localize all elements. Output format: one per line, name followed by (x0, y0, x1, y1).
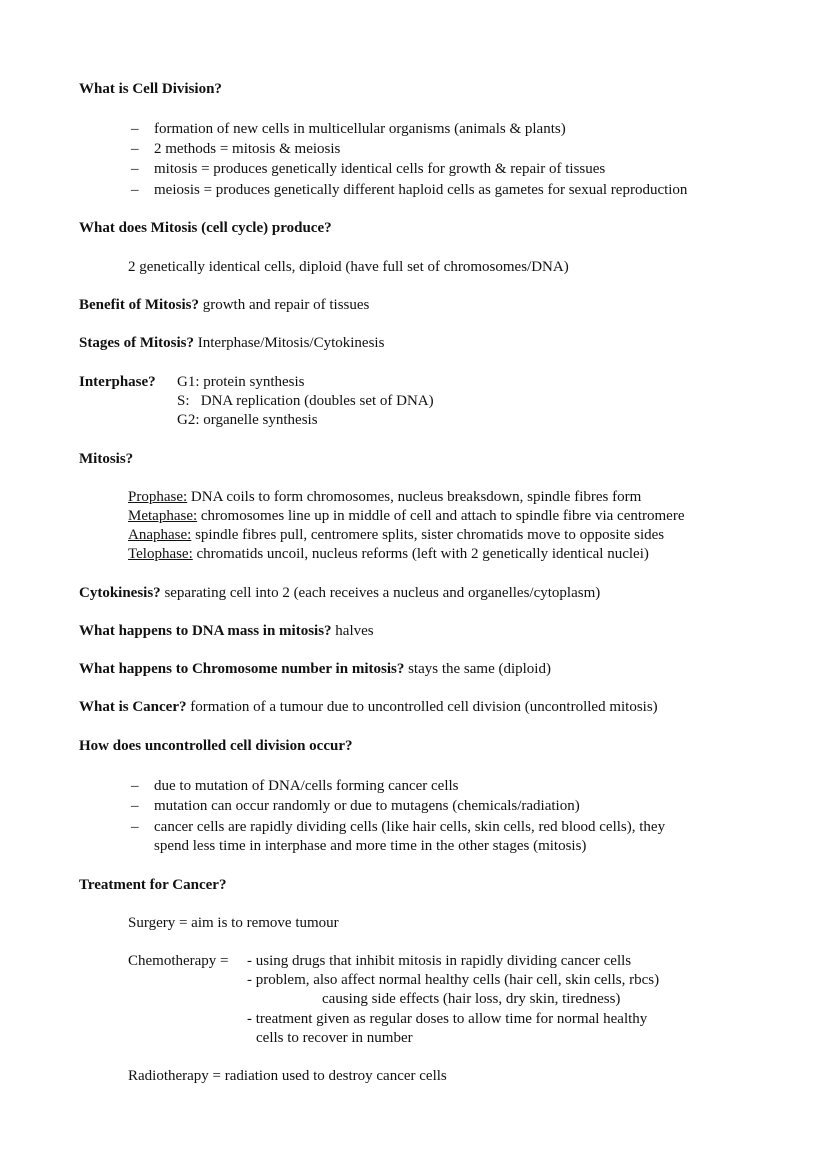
cytokinesis-question: Cytokinesis? (79, 585, 161, 601)
bullet-item: meiosis = produces genetically different haploid cells as gametes for sexual reproduction (154, 182, 688, 198)
phase-desc: chromatids uncoil, nucleus reforms (left with 2 genetically identical nuclei) (192, 546, 649, 562)
bullet-item: cancer cells are rapidly dividing cells (like hair cells, skin cells, red blood cells), they (154, 819, 666, 835)
benefit-answer: growth and repair of tissues (198, 297, 370, 313)
cytokinesis-answer: separating cell into 2 (each receives a nucleus and organelles/cytoplasm) (160, 585, 601, 601)
phase-anaphase (128, 526, 664, 545)
chromosome-number-answer: stays the same (diploid) (404, 661, 551, 677)
phase-desc: chromosomes line up in middle of cell and attach to spindle fibre via centromere (197, 508, 685, 524)
phase-name: Prophase: (128, 489, 188, 505)
bullet-item: 2 methods = mitosis & meiosis (154, 141, 341, 157)
chemo-line: - problem, also affect normal healthy cells (hair cell, skin cells, rbcs) (247, 972, 660, 988)
heading-treatment: Treatment for Cancer? (79, 877, 227, 893)
bullet-item: formation of new cells in multicellular organisms (animals & plants) (154, 121, 566, 137)
dna-mass-answer: halves (331, 623, 374, 639)
heading-mitosis-produce: What does Mitosis (cell cycle) produce? (79, 220, 332, 236)
mitosis-produce-answer: 2 genetically identical cells, diploid (have full set of chromosomes/DNA) (128, 259, 569, 275)
chemo-line: - treatment given as regular doses to allow time for normal healthy (247, 1011, 648, 1027)
phase-telophase (128, 545, 649, 564)
phase-name: Telophase: (128, 546, 193, 562)
cancer-question: What is Cancer? (79, 699, 187, 715)
heading-cell-division: What is Cell Division? (79, 81, 222, 97)
phase-prophase (128, 488, 641, 507)
phase-name: Anaphase: (128, 527, 192, 543)
cancer-answer: formation of a tumour due to uncontrolled cell division (uncontrolled mitosis) (186, 699, 658, 715)
bullet-item: mitosis = produces genetically identical cells for growth & repair of tissues (154, 161, 606, 177)
chemo-line: - using drugs that inhibit mitosis in rapidly dividing cancer cells (247, 953, 632, 969)
treatment-surgery: Surgery = aim is to remove tumour (128, 915, 339, 931)
chromosome-number-question: What happens to Chromosome number in mitosis? (79, 661, 405, 677)
stages-line (79, 334, 384, 353)
treatment-radio: Radiotherapy = radiation used to destroy cancer cells (128, 1068, 447, 1084)
dna-mass-question: What happens to DNA mass in mitosis? (79, 623, 332, 639)
bullet-marker: – (131, 121, 139, 137)
bullet-marker: – (131, 182, 139, 198)
cytokinesis-line (79, 584, 600, 603)
stages-question: Stages of Mitosis? (79, 335, 194, 351)
heading-uncontrolled: How does uncontrolled cell division occur? (79, 738, 353, 754)
treatment-chemo-label: Chemotherapy = (128, 953, 229, 969)
cancer-line (79, 698, 658, 717)
stages-answer: Interphase/Mitosis/Cytokinesis (194, 335, 385, 351)
phase-desc: DNA coils to form chromosomes, nucleus breaksdown, spindle fibres form (187, 489, 642, 505)
bullet-marker: – (131, 798, 139, 814)
bullet-item: mutation can occur randomly or due to mutagens (chemicals/radiation) (154, 798, 580, 814)
bullet-marker: – (131, 778, 139, 794)
heading-mitosis: Mitosis? (79, 451, 134, 467)
dna-mass-line (79, 622, 374, 641)
chemo-line: causing side effects (hair loss, dry skin, tiredness) (322, 991, 621, 1007)
interphase-g2: G2: organelle synthesis (177, 412, 318, 428)
phase-name: Metaphase: (128, 508, 198, 524)
bullet-item: due to mutation of DNA/cells forming cancer cells (154, 778, 459, 794)
interphase-g1: G1: protein synthesis (177, 374, 305, 390)
bullet-marker: – (131, 819, 139, 835)
phase-metaphase (128, 507, 685, 526)
bullet-marker: – (131, 161, 139, 177)
chromosome-number-line (79, 660, 551, 679)
interphase-s: S: DNA replication (doubles set of DNA) (177, 393, 434, 409)
bullet-marker: – (131, 141, 139, 157)
phase-desc: spindle fibres pull, centromere splits, sister chromatids move to opposite sides (191, 527, 665, 543)
interphase-question: Interphase? (79, 374, 156, 390)
benefit-line (79, 296, 369, 315)
bullet-item-continuation: spend less time in interphase and more time in the other stages (mitosis) (154, 838, 587, 854)
benefit-question: Benefit of Mitosis? (79, 297, 199, 313)
chemo-line: cells to recover in number (256, 1030, 413, 1046)
